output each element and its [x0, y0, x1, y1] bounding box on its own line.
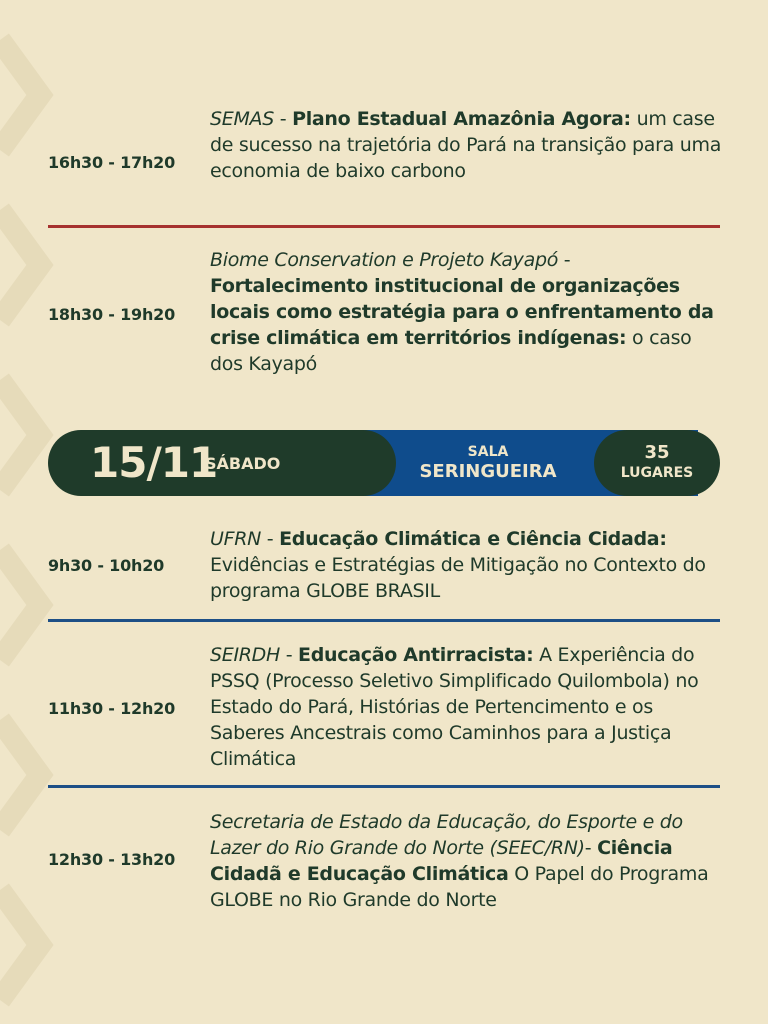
session-item	[48, 526, 720, 606]
session-divider	[48, 785, 720, 788]
session-organization: UFRN	[210, 528, 262, 550]
session-description	[210, 642, 722, 772]
session-organization: Secretaria de Estado da Educação, do Esporte e do Lazer do Rio Grande do Norte (SEEC/RN)	[210, 811, 683, 859]
session-description	[210, 809, 722, 913]
session-description	[210, 526, 722, 604]
session-description	[210, 247, 722, 377]
banner-weekday: SÁBADO	[205, 454, 281, 473]
session-subtitle: Evidências e Estratégias de Mitigação no Contexto do programa GLOBE BRASIL	[210, 554, 706, 602]
session-title: Plano Estadual Amazônia Agora:	[292, 108, 631, 130]
session-description	[210, 106, 722, 184]
session-separator: -	[280, 644, 299, 666]
session-organization: Biome Conservation e Projeto Kayapó	[210, 249, 559, 271]
session-item	[48, 106, 720, 216]
seats-pill	[594, 430, 720, 496]
session-divider	[48, 225, 720, 228]
day-banner	[48, 430, 720, 496]
seats-number: 35	[644, 442, 670, 463]
session-time: 16h30 - 17h20	[48, 153, 176, 172]
session-organization: SEMAS	[210, 108, 275, 130]
session-item	[48, 642, 720, 772]
session-title: Fortalecimento institucional de organizações locais como estratégia para o enfrentamento da crise climática em territórios indígenas:	[210, 275, 714, 349]
session-item	[48, 247, 720, 382]
session-subtitle: o caso dos Kayapó	[210, 327, 692, 375]
session-separator: -	[558, 249, 571, 271]
session-title: Educação Antirracista:	[298, 644, 534, 666]
session-time: 11h30 - 12h20	[48, 699, 176, 718]
session-divider	[48, 619, 720, 622]
session-subtitle: um case de sucesso na trajetória do Pará na transição para uma economia de baixo carbono	[210, 108, 722, 182]
banner-date: 15/11	[90, 438, 218, 487]
session-organization: SEIRDH	[210, 644, 280, 666]
session-item	[48, 809, 720, 919]
seats-label: LUGARES	[620, 465, 694, 481]
session-time: 12h30 - 13h20	[48, 850, 176, 869]
session-separator: -	[261, 528, 280, 550]
session-separator: -	[584, 837, 598, 859]
session-title: Educação Climática e Ciência Cidada:	[279, 528, 667, 550]
session-subtitle: O Papel do Programa GLOBE no Rio Grande do Norte	[210, 863, 709, 911]
session-subtitle: A Experiência do PSSQ (Processo Seletivo Simplificado Quilombola) no Estado do Pará, Histórias de Pertencimento e os Saberes Ancestrais como Caminhos para a Justiça Climática	[210, 644, 699, 770]
room-label: SALA	[467, 444, 509, 460]
room-name: SERINGUEIRA	[419, 461, 557, 482]
session-time: 18h30 - 19h20	[48, 305, 176, 324]
session-title: Ciência Cidadã e Educação Climática	[210, 837, 673, 885]
session-time: 9h30 - 10h20	[48, 556, 165, 575]
session-separator: -	[274, 108, 293, 130]
